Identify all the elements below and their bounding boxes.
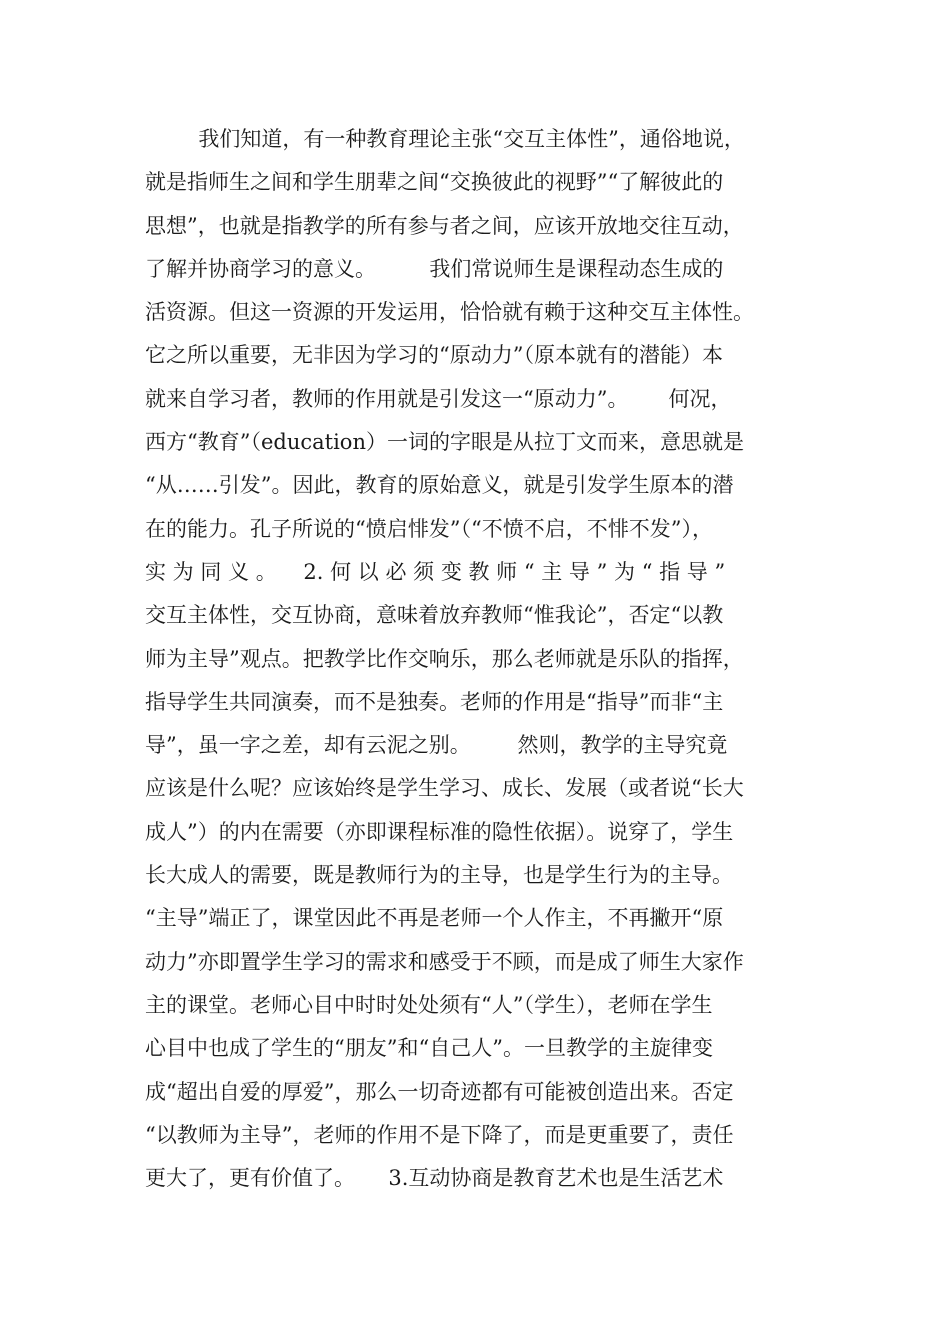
body-text: [145, 118, 825, 1200]
text-line: 了解并协商学习的意义。 我们常说师生是课程动态生成的: [145, 256, 724, 281]
text-line: 更大了，更有价值了。 3.互动协商是教育艺术也是生活艺术: [145, 1166, 724, 1191]
text-line: 动力”亦即置学生学习的需求和感受于不顾，而是成了师生大家作: [145, 949, 744, 974]
text-line: 它之所以重要，无非因为学习的“原动力”（原本就有的潜能）本: [145, 343, 723, 368]
text-line: 实 为 同 义 。 2. 何 以 必 须 变 教 师 “ 主 导 ” 为 “ 指 导 ”: [145, 559, 726, 584]
text-line: “以教师为主导”，老师的作用不是下降了，而是更重要了，责任: [145, 1122, 734, 1147]
text-line: “主导”端正了，课堂因此不再是老师一个人作主，不再撇开“原: [145, 906, 724, 931]
text-line: 应该是什么呢？应该始终是学生学习、成长、发展（或者说“长大: [145, 776, 744, 801]
text-line: 西方“教育”（education）一词的字眼是从拉丁文而来，意思就是: [145, 430, 744, 455]
text-line: 成人”）的内在需要（亦即课程标准的隐性依据）。说穿了，学生: [145, 819, 734, 844]
text-line: “从……引发”。因此，教育的原始意义，就是引发学生原本的潜: [145, 473, 734, 498]
text-line: 就是指师生之间和学生朋辈之间“交换彼此的视野”“了解彼此的: [145, 170, 724, 195]
text-line: 我们知道，有一种教育理论主张“交互主体性”，通俗地说，: [145, 127, 745, 151]
text-line: 交互主体性，交互协商，意味着放弃教师“惟我论”，否定“以教: [145, 603, 724, 628]
text-line: 心目中也成了学生的“朋友”和“自己人”。一旦教学的主旋律变: [145, 1036, 713, 1061]
text-line: 活资源。但这一资源的开发运用，恰恰就有赖于这种交互主体性。: [145, 300, 754, 325]
text-line: 就来自学习者，教师的作用就是引发这一“原动力”。 何况，: [145, 386, 732, 411]
text-line: 导”，虽一字之差，却有云泥之别。 然则，教学的主导究竟: [145, 733, 728, 758]
text-line: 主的课堂。老师心目中时时处处须有“人”（学生），老师在学生: [145, 992, 713, 1017]
text-line: 成“超出自爱的厚爱”，那么一切奇迹都有可能被创造出来。否定: [145, 1079, 734, 1104]
text-line: 师为主导”观点。把教学比作交响乐，那么老师就是乐队的指挥，: [145, 646, 744, 671]
text-line: 在的能力。孔子所说的“愤启悱发”（“不愤不启，不悱不发”），: [145, 516, 713, 541]
text-line: 指导学生共同演奏，而不是独奏。老师的作用是“指导”而非“主: [145, 689, 724, 714]
text-line: 思想”，也就是指教学的所有参与者之间，应该开放地交往互动，: [145, 213, 744, 238]
text-line: 长大成人的需要，既是教师行为的主导，也是学生行为的主导。: [145, 863, 733, 888]
